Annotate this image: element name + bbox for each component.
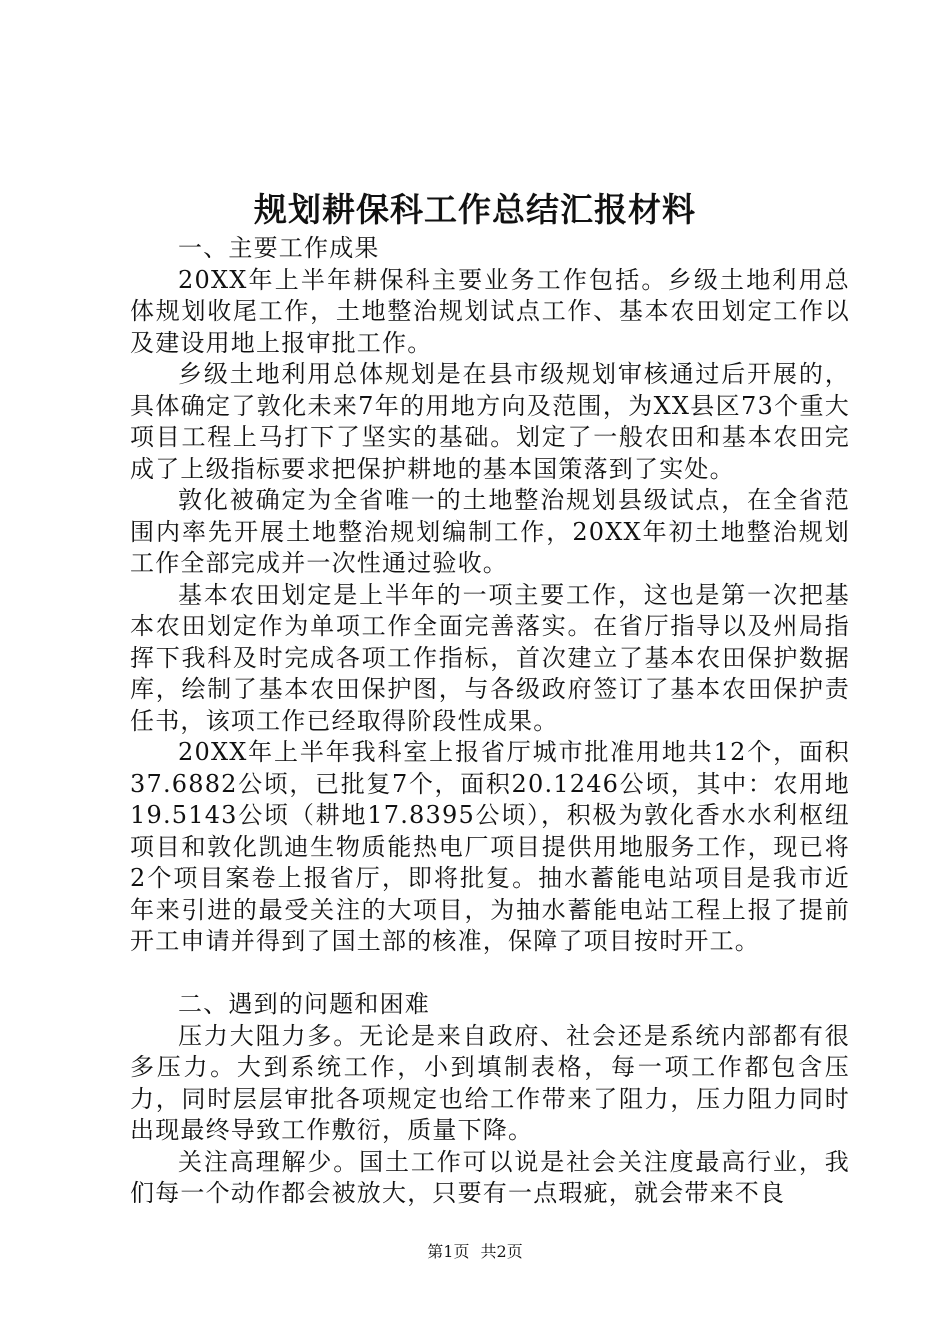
- document-title: 规划耕保科工作总结汇报材料: [254, 190, 696, 229]
- document-body: [130, 233, 850, 1210]
- paragraph: 20XX年上半年耕保科主要业务工作包括。乡级土地利用总体规划收尾工作，土地整治规划试点工作、基本农田划定工作以及建设用地上报审批工作。: [130, 265, 850, 357]
- paragraph: 基本农田划定是上半年的一项主要工作，这也是第一次把基本农田划定作为单项工作全面完善落实。在省厅指导以及州局指挥下我科及时完成各项工作指标，首次建立了基本农田保护数据库，绘制了基本农田保护图，与各级政府签订了基本农田保护责任书，该项工作已经取得阶段性成果。: [130, 580, 850, 735]
- paragraph: 压力大阻力多。无论是来自政府、社会还是系统内部都有很多压力。大到系统工作，小到填制表格，每一项工作都包含压力，同时层层审批各项规定也给工作带来了阻力，压力阻力同时出现最终导致工作敷衍，质量下降。: [130, 1021, 850, 1144]
- paragraph: 20XX年上半年我科室上报省厅城市批准用地共12个，面积37.6882公顷，已批复7个，面积20.1246公顷，其中：农用地19.5143公顷（耕地17.8395公顷），积极为敦化香水水利枢纽项目和敦化凯迪生物质能热电厂项目提供用地服务工作，现已将2个项目案卷上报省厅，即将批复。抽水蓄能电站项目是我市近年来引进的最受关注的大项目，为抽水蓄能电站工程上报了提前开工申请并得到了国土部的核准，保障了项目按时开工。: [130, 738, 850, 955]
- section-heading: 二、遇到的问题和困难: [178, 990, 430, 1018]
- paragraph: 敦化被确定为全省唯一的土地整治规划县级试点，在全省范围内率先开展土地整治规划编制工作，20XX年初土地整治规划工作全部完成并一次性通过验收。: [130, 486, 850, 577]
- paragraph: 乡级土地利用总体规划是在县市级规划审核通过后开展的，具体确定了敦化未来7年的用地方向及范围，为XX县区73个重大项目工程上马打下了坚实的基础。划定了一般农田和基本农田完成了上级指标要求把保护耕地的基本国策落到了实处。: [130, 360, 850, 483]
- page-total: 共2页: [480, 1242, 523, 1261]
- section-heading: 一、主要工作成果: [178, 234, 380, 262]
- paragraph: 关注高理解少。国土工作可以说是社会关注度最高行业，我们每一个动作都会被放大，只要有一点瑕疵，就会带来不良: [130, 1147, 850, 1207]
- section-spacer: [130, 958, 850, 990]
- page-footer: [0, 1240, 950, 1264]
- page-number: 第1页: [427, 1242, 470, 1261]
